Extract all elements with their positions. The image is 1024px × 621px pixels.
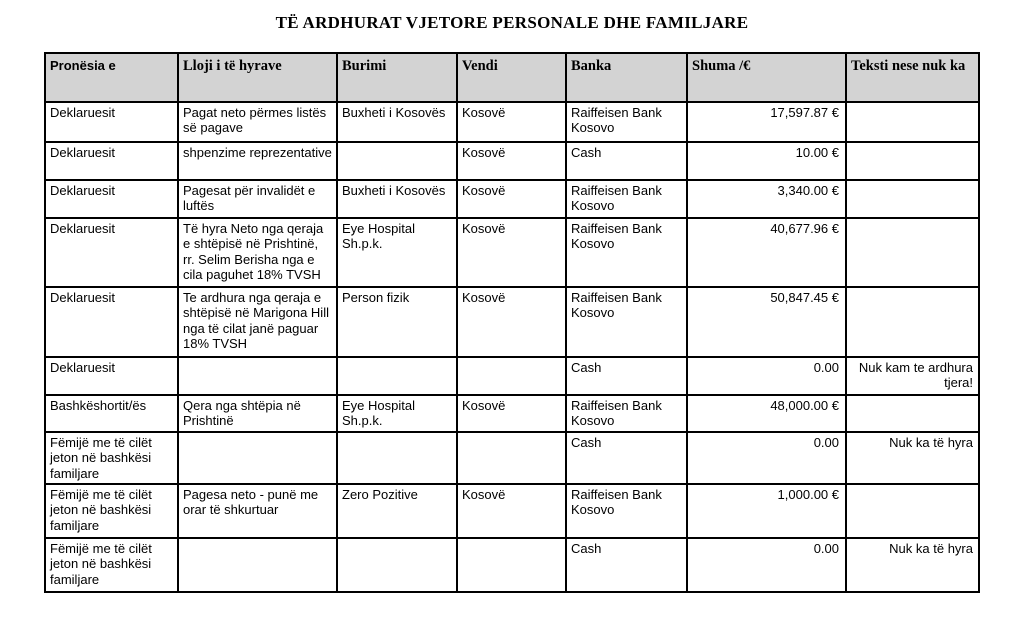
table-cell-teksti [846, 484, 979, 538]
table-cell-pronesia: Deklaruesit [45, 357, 178, 395]
table-cell-burimi [337, 538, 457, 592]
table-cell-lloji: shpenzime reprezentative [178, 142, 337, 180]
column-header-teksti: Teksti nese nuk ka [846, 53, 979, 102]
table-cell-vendi: Kosovë [457, 484, 566, 538]
table-cell-banka: Cash [566, 142, 687, 180]
table-cell-lloji: Pagat neto përmes listës së pagave [178, 102, 337, 142]
table-cell-pronesia: Deklaruesit [45, 180, 178, 218]
table-cell-pronesia: Deklaruesit [45, 287, 178, 357]
table-cell-vendi [457, 538, 566, 592]
table-cell-shuma: 0.00 [687, 432, 846, 484]
table-cell-teksti [846, 180, 979, 218]
table-row [45, 218, 979, 287]
table-cell-shuma: 40,677.96 € [687, 218, 846, 287]
table-cell-banka: Raiffeisen Bank Kosovo [566, 484, 687, 538]
table-cell-lloji: Qera nga shtëpia në Prishtinë [178, 395, 337, 432]
table-cell-teksti [846, 218, 979, 287]
table-cell-banka: Raiffeisen Bank Kosovo [566, 218, 687, 287]
table-cell-vendi: Kosovë [457, 102, 566, 142]
table-cell-pronesia: Fëmijë me të cilët jeton në bashkësi familjare [45, 432, 178, 484]
table-cell-vendi [457, 357, 566, 395]
table-cell-burimi: Eye Hospital Sh.p.k. [337, 218, 457, 287]
table-cell-vendi: Kosovë [457, 218, 566, 287]
table-row [45, 180, 979, 218]
column-header-banka: Banka [566, 53, 687, 102]
table-cell-burimi: Eye Hospital Sh.p.k. [337, 395, 457, 432]
table-cell-vendi: Kosovë [457, 395, 566, 432]
table-cell-burimi [337, 432, 457, 484]
table-cell-pronesia: Bashkëshortit/ës [45, 395, 178, 432]
table-cell-banka: Raiffeisen Bank Kosovo [566, 395, 687, 432]
table-header-row [45, 53, 979, 102]
table-row [45, 432, 979, 484]
table-cell-lloji: Pagesat për invalidët e luftës [178, 180, 337, 218]
column-header-shuma: Shuma /€ [687, 53, 846, 102]
table-cell-teksti: Nuk ka të hyra [846, 432, 979, 484]
table-cell-pronesia: Deklaruesit [45, 218, 178, 287]
table-cell-banka: Raiffeisen Bank Kosovo [566, 287, 687, 357]
table-cell-burimi [337, 357, 457, 395]
column-header-pronesia: Pronësia e [45, 53, 178, 102]
table-row [45, 287, 979, 357]
table-cell-teksti [846, 287, 979, 357]
table-cell-banka: Cash [566, 538, 687, 592]
table-row [45, 395, 979, 432]
table-cell-pronesia: Fëmijë me të cilët jeton në bashkësi familjare [45, 538, 178, 592]
table-cell-shuma: 1,000.00 € [687, 484, 846, 538]
table-cell-lloji [178, 357, 337, 395]
table-cell-teksti: Nuk ka të hyra [846, 538, 979, 592]
table-row [45, 538, 979, 592]
table-cell-pronesia: Fëmijë me të cilët jeton në bashkësi familjare [45, 484, 178, 538]
table-cell-vendi [457, 432, 566, 484]
table-row [45, 484, 979, 538]
table-cell-shuma: 48,000.00 € [687, 395, 846, 432]
table-cell-banka: Raiffeisen Bank Kosovo [566, 180, 687, 218]
table-cell-lloji: Pagesa neto - punë me orar të shkurtuar [178, 484, 337, 538]
column-header-burimi: Burimi [337, 53, 457, 102]
table-cell-burimi: Buxheti i Kosovës [337, 180, 457, 218]
table-cell-lloji [178, 432, 337, 484]
table-cell-vendi: Kosovë [457, 142, 566, 180]
table-row [45, 357, 979, 395]
table-cell-lloji [178, 538, 337, 592]
table-cell-shuma: 10.00 € [687, 142, 846, 180]
table-cell-pronesia: Deklaruesit [45, 102, 178, 142]
table-cell-burimi: Zero Pozitive [337, 484, 457, 538]
table-row [45, 102, 979, 142]
table-body [45, 102, 979, 592]
table-cell-pronesia: Deklaruesit [45, 142, 178, 180]
table-cell-banka: Raiffeisen Bank Kosovo [566, 102, 687, 142]
table-row [45, 142, 979, 180]
table-cell-burimi: Person fizik [337, 287, 457, 357]
table-cell-vendi: Kosovë [457, 180, 566, 218]
table-cell-shuma: 50,847.45 € [687, 287, 846, 357]
table-cell-banka: Cash [566, 432, 687, 484]
table-cell-teksti: Nuk kam te ardhura tjera! [846, 357, 979, 395]
table-cell-lloji: Te ardhura nga qeraja e shtëpisë në Marigona Hill nga të cilat janë paguar 18% TVSH [178, 287, 337, 357]
table-cell-shuma: 0.00 [687, 538, 846, 592]
table-cell-teksti [846, 142, 979, 180]
table-cell-shuma: 17,597.87 € [687, 102, 846, 142]
table-cell-shuma: 0.00 [687, 357, 846, 395]
table-cell-banka: Cash [566, 357, 687, 395]
table-cell-shuma: 3,340.00 € [687, 180, 846, 218]
table-cell-vendi: Kosovë [457, 287, 566, 357]
column-header-vendi: Vendi [457, 53, 566, 102]
income-table [44, 52, 980, 593]
table-cell-lloji: Të hyra Neto nga qeraja e shtëpisë në Prishtinë, rr. Selim Berisha nga e cila paguhet 18% TVSH [178, 218, 337, 287]
page-title: TË ARDHURAT VJETORE PERSONALE DHE FAMILJARE [275, 13, 749, 32]
table-cell-teksti [846, 102, 979, 142]
table-cell-burimi [337, 142, 457, 180]
column-header-lloji: Lloji i të hyrave [178, 53, 337, 102]
table-cell-teksti [846, 395, 979, 432]
table-cell-burimi: Buxheti i Kosovës [337, 102, 457, 142]
